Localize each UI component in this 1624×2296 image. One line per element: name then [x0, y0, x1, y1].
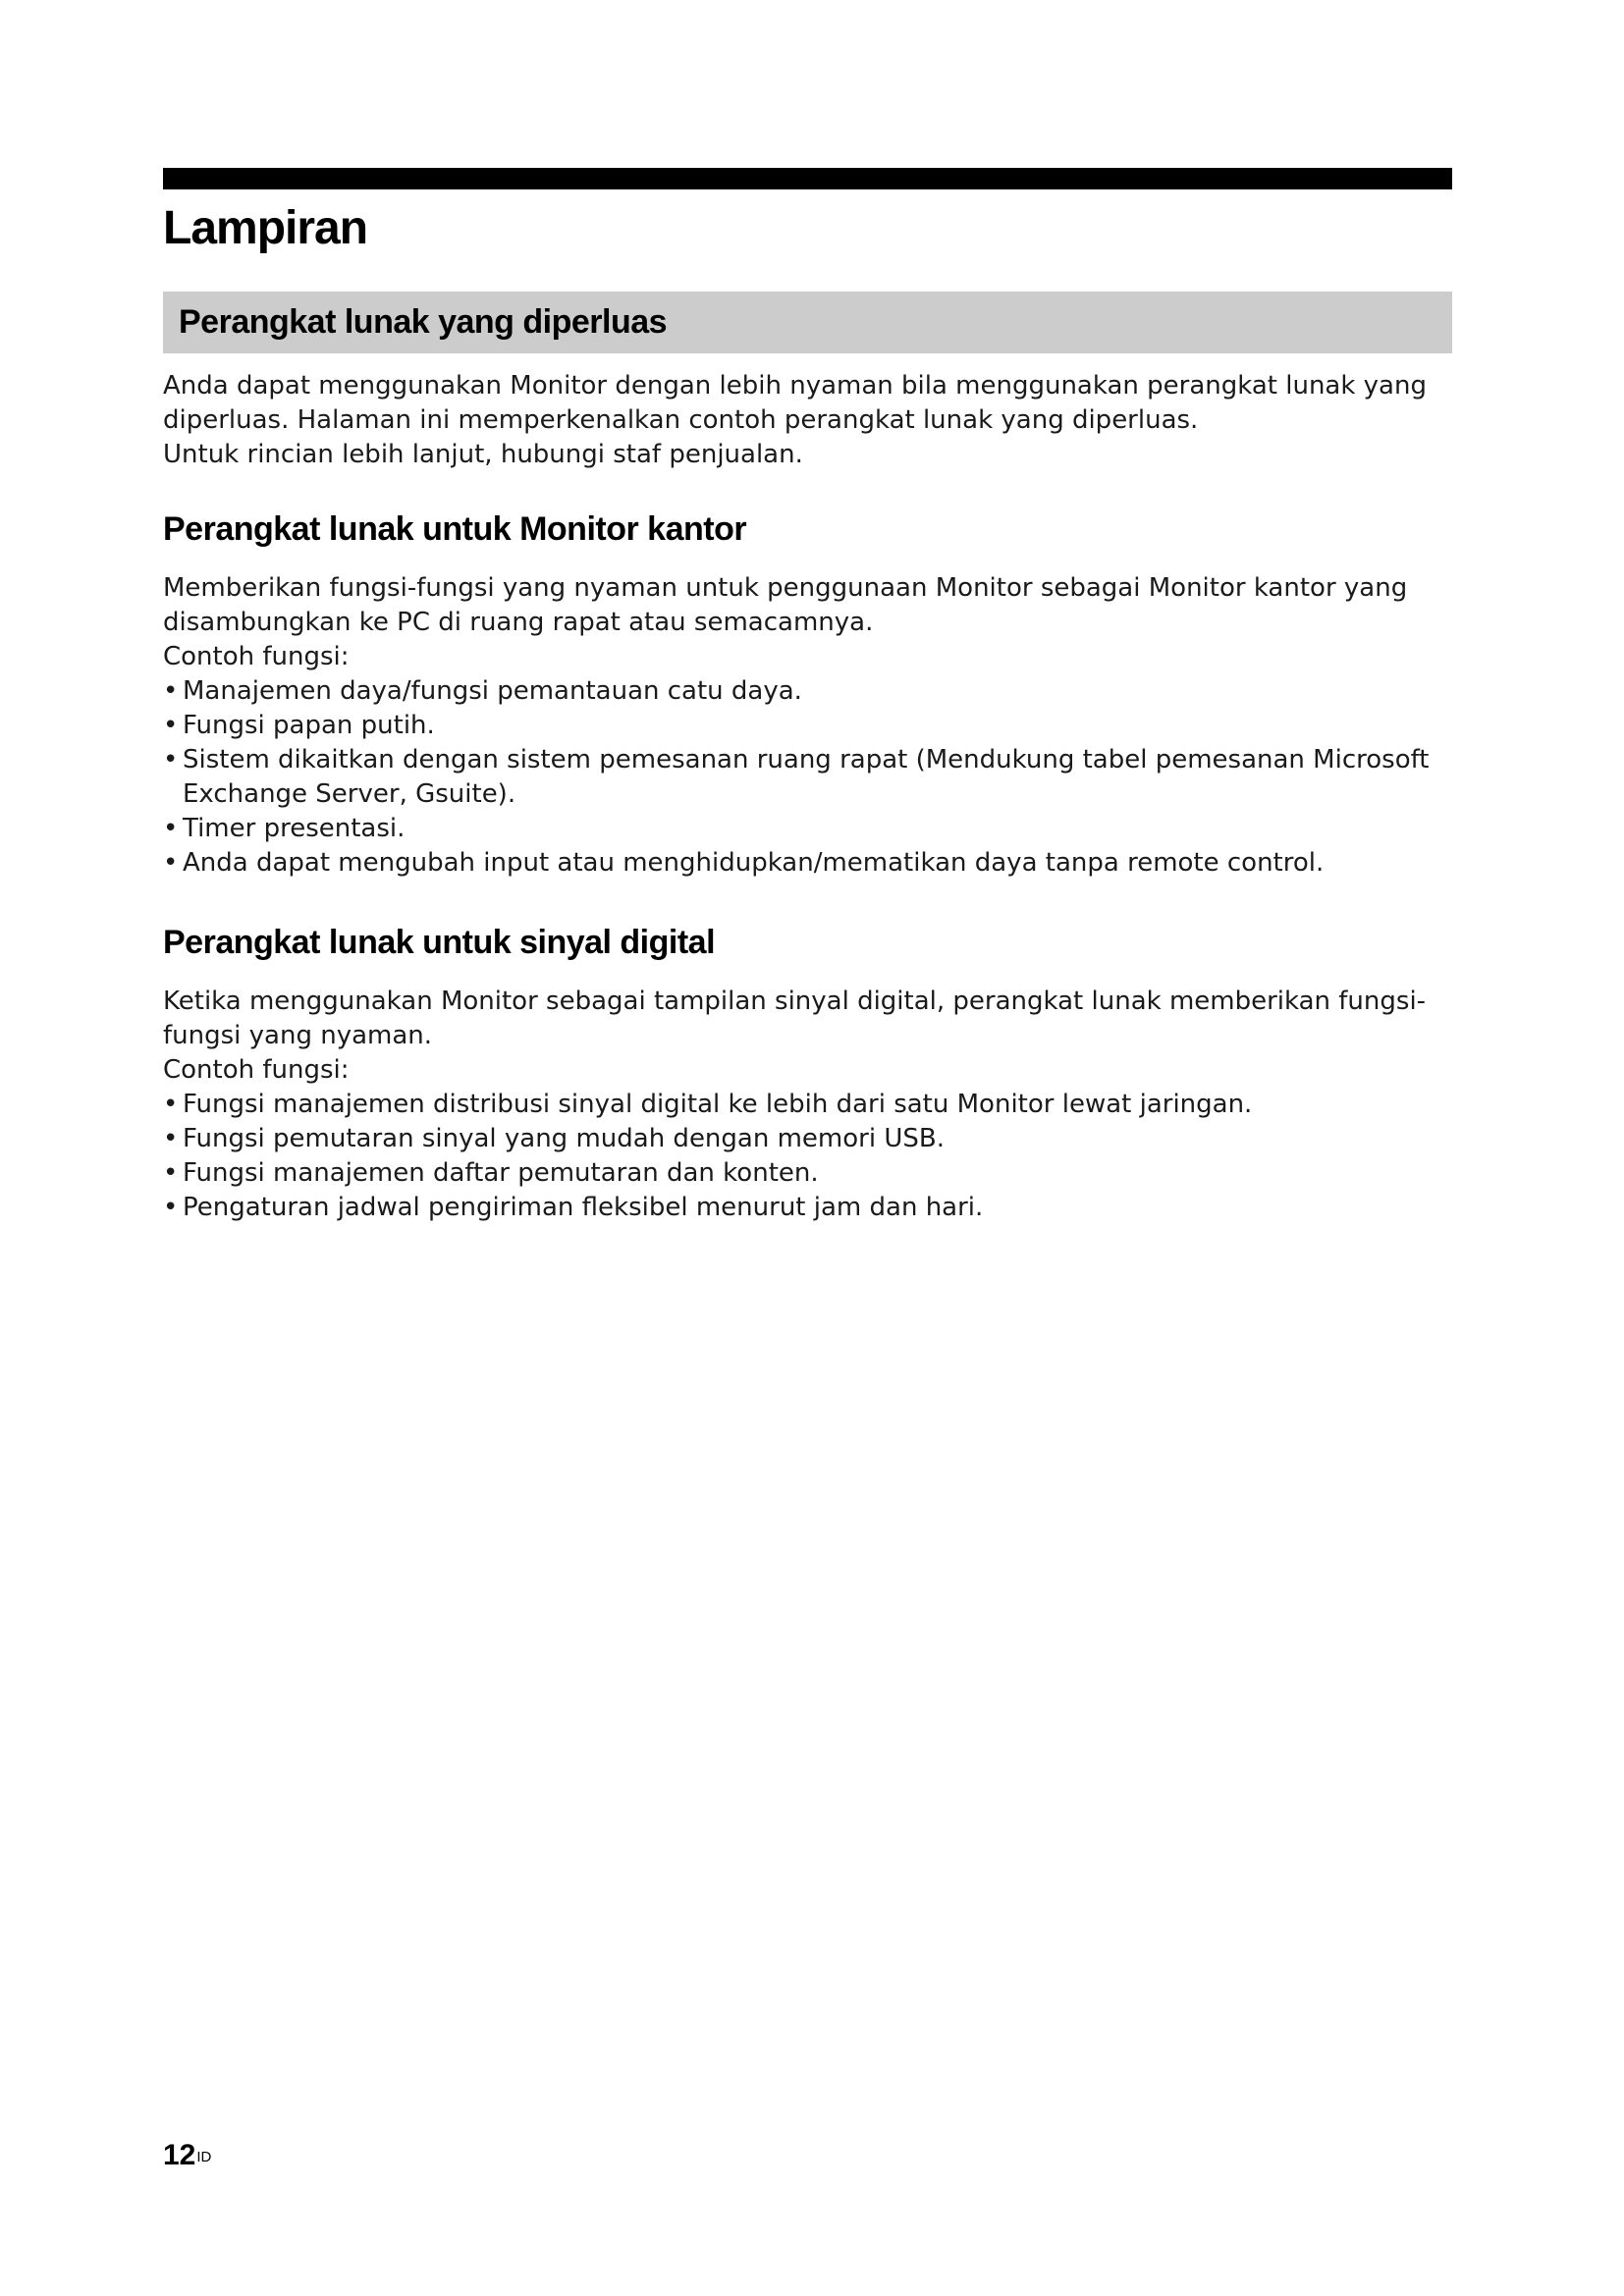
signage-subsection-title: Perangkat lunak untuk sinyal digital — [163, 924, 716, 961]
page-number — [163, 2138, 211, 2173]
signage-section — [163, 918, 1452, 1225]
intro-paragraph: Anda dapat menggunakan Monitor dengan lebih nyaman bila menggunakan perangkat lunak yang diperluas. Halaman ini memperkenalkan contoh perangkat lunak yang diperluas. — [163, 371, 1427, 435]
signage-examples-label: Contoh fungsi: — [163, 1055, 350, 1085]
list-item: • Manajemen daya/fungsi pemantauan catu daya. — [163, 674, 1452, 709]
list-item: • Anda dapat mengubah input atau menghidupkan/mematikan daya tanpa remote control. — [163, 846, 1452, 881]
intro-contact-paragraph: Untuk rincian lebih lanjut, hubungi staf penjualan. — [163, 440, 803, 469]
section-title: Perangkat lunak yang diperluas — [179, 303, 668, 341]
list-item: • Fungsi pemutaran sinyal yang mudah dengan memori USB. — [163, 1122, 1452, 1156]
list-item: • Sistem dikaitkan dengan sistem pemesanan ruang rapat (Mendukung tabel pemesanan Microsoft Exchange Server, Gsuite). — [163, 743, 1452, 812]
top-rule — [163, 168, 1452, 189]
chapter-title: Lampiran — [163, 202, 368, 254]
list-item: • Timer presentasi. — [163, 812, 1452, 846]
list-item: • Fungsi manajemen distribusi sinyal digital ke lebih dari satu Monitor lewat jaringan. — [163, 1088, 1452, 1122]
list-item: • Pengaturan jadwal pengiriman fleksibel menurut jam dan hari. — [163, 1191, 1452, 1225]
signage-description: Ketika menggunakan Monitor sebagai tampilan sinyal digital, perangkat lunak memberikan fungsi-fungsi yang nyaman. — [163, 987, 1427, 1050]
office-section — [163, 505, 1452, 881]
section-intro — [163, 369, 1452, 472]
list-item: • Fungsi papan putih. — [163, 709, 1452, 743]
office-examples-label: Contoh fungsi: — [163, 642, 350, 671]
section-header-bar — [163, 292, 1452, 353]
office-description: Memberikan fungsi-fungsi yang nyaman untuk penggunaan Monitor sebagai Monitor kantor yang disambungkan ke PC di ruang rapat atau semacamnya. — [163, 573, 1408, 637]
page-language-suffix: ID — [196, 2149, 212, 2165]
office-subsection-title: Perangkat lunak untuk Monitor kantor — [163, 510, 747, 548]
office-function-list — [163, 674, 1452, 881]
signage-function-list — [163, 1088, 1452, 1225]
list-item: • Fungsi manajemen daftar pemutaran dan konten. — [163, 1156, 1452, 1191]
page-number-value: 12 — [163, 2139, 196, 2171]
